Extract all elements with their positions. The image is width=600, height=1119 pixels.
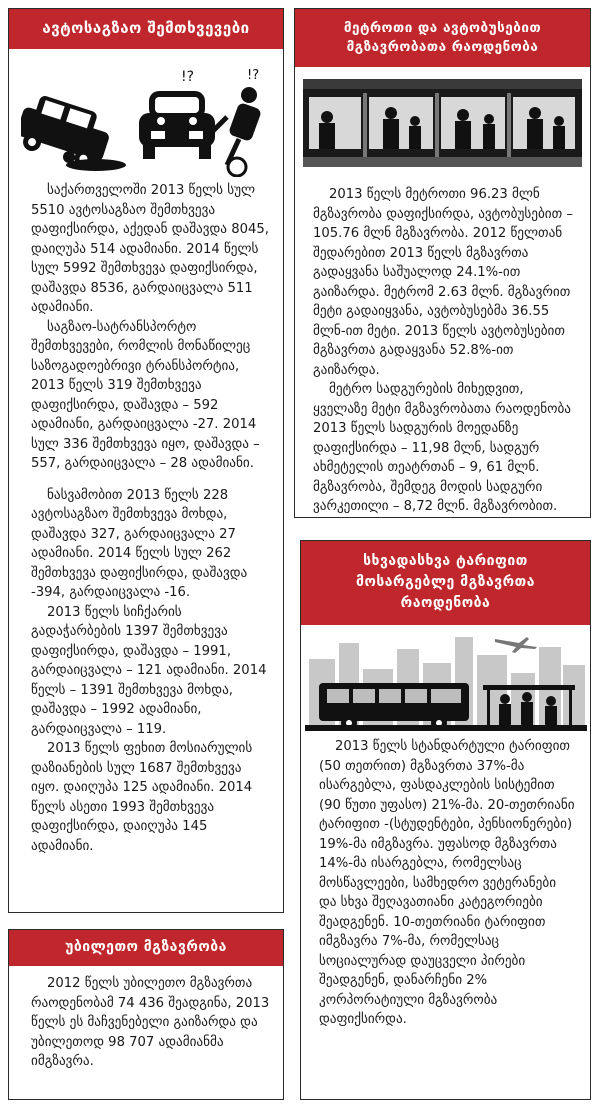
free-passengers-body <box>31 974 271 1072</box>
metro-bus-header <box>295 9 590 67</box>
tariffs-body <box>319 737 575 1030</box>
tariffs-header <box>301 541 590 625</box>
accidents-paragraph: საქართველოში 2013 წელს სულ 5510 ავტოსაგზაო შემთხვევა დაფიქსირდა, აქედან დაშავდა 8045, დაიღუპა 514 ადამიანი. 2014 წელს სულ 5992 შემთხვევა დაფიქსირდა, დაშავდა 8536, გარდაიცვალა 511 ადამიანი. <box>31 183 269 315</box>
metro-bus-panel <box>294 8 591 518</box>
accidents-header <box>9 9 283 49</box>
free-passengers-paragraph: 2012 წელს უბილეთო მგზავრთა რაოდენობამ 74 436 შეადგინა, 2013 წელს ეს მაჩვენებელი გაიზარდა და უბილეთოდ 98 707 ადამიანმა იმგზავრა. <box>31 976 270 1069</box>
svg-text:!?: !? <box>181 69 195 85</box>
accidents-paragraph: 2013 წელს ფეხით მოსიარულის დაზიანების სულ 1687 შემთხვევა იყო. დაიღუპა 125 ადამიანი. 2014 წელს ასეთი 1993 შემთხვევა დაფიქსირდა, დაიღუპა 145 ადამიანი. <box>31 741 253 854</box>
city-bus-illustration <box>305 629 587 735</box>
metro-bus-body <box>313 185 575 517</box>
free-passengers-panel <box>8 929 284 1100</box>
accidents-paragraph: 2013 წელს სიჩქარის გადაჭარბების 1397 შემთხვევა დაფიქსირდა, დაშავდა – 1991, გარდაიცვალა – 121 ადამიანი. 2014 წელს – 1391 შემთხვევა მოხდა, დაშავდა – 1992 ადამიანი, გარდაიცვალა – 119. <box>31 604 267 737</box>
metro-bus-title-line1: მეტროთი და ავტობუსებით <box>343 20 542 36</box>
svg-text:!?: !? <box>247 68 260 83</box>
free-passengers-header <box>9 930 283 966</box>
accidents-body <box>31 181 271 856</box>
tariffs-panel <box>300 540 591 1100</box>
tariffs-title-line1: სხვადასხვა ტარიფით <box>363 553 528 569</box>
metro-bus-title-line2: მგზავრობათა რაოდენობა <box>346 39 539 55</box>
tariffs-paragraph: 2013 წელს სტანდარტული ტარიფით (50 თეთრით) მგზავრთა 37%-მა ისარგებლა, ფასდაკლების სისტემით (90 წუთი უფასო) 21%-მა. 20-თეთრიანი ტარიფით -(სტუდენტები, პენსიონერები) 19%-მა იმგზავრა. უფასოდ მგზავრთა 14%-მა ისარგებლა, რომელსაც მოსწავლეები, სამხედრო ვეტერანები და სხვა შეღავათიანი კატეგორიები შეადგენენ. 10-თეთრიანი ტარიფით იმგზავრა 7%-მა, რომელსაც სოციალურად დაუცველი პირები შეადგენენ, დანარჩენი 2% კორპორატიული მგზავრობა დაფიქსირდა. <box>319 739 575 1027</box>
accidents-paragraph: ნასვამობით 2013 წელს 228 ავტოსაგზაო შემთხვევა მოხდა, დაშავდა 327, გარდაიცვალა 27 ადამიანი. 2014 წელს სულ 262 შემთხვევა დაფიქსირდა, დაშავდა -394, გარდაიცვალა -16. <box>31 487 248 600</box>
accidents-title: ავტოსაგზაო შემთხვევები <box>42 19 250 37</box>
metro-bus-paragraph: მეტრო სადგურების მიხედვით, ყველაზე მეტი მგზავრობათა რაოდენობა 2013 წელს სადგურის მოედანზე დაფიქსირდა – 11,98 მლნ, სადგურ ახმეტელის თეატრთან – 9, 61 მლნ. მგზავრობა, შემდეგ მოდის სადგური ვარკეთილი – 8,72 მლნ. მგზავრობით. <box>313 382 572 514</box>
metro-bus-paragraph: 2013 წელს მეტროთი 96.23 მლნ მგზავრობა დაფიქსირდა, ავტობუსებით – 105.76 მლნ მგზავრობა. 2012 წელთან შედარებით 2013 წელს მგზავრთა გადაყვანა საშუალოდ 24.1%-ით გაიზარდა. მეტრომ 2.63 მლნ. მგზავრით მეტი გადაიყვანა, ავტობუსებმა 36.55 მლნ-ით მეტი. 2013 წელს ავტობუსებით მგზავრთა გადაყვანა 52.8%-ით გაიზარდა. <box>313 187 573 378</box>
metro-train-illustration <box>303 73 582 173</box>
tariffs-title-line3: რაოდენობა <box>400 595 491 611</box>
accidents-panel <box>8 8 284 913</box>
tariffs-title-line2: მოსარგებლე მგზავრთა <box>355 574 536 590</box>
accidents-paragraph: საგზაო-სატრანსპორტო შემთხვევები, რომლის მონაწილეც საზოგადოებრივი ტრანსპორტია, 2013 წელს 319 შემთხვევა დაფიქსირდა, დაშავდა – 592 ადამიანი, გარდაიცვალა -27. 2014 სულ 336 შემთხვევა იყო, დაშავდა – 557, გარდაიცვალა – 28 ადამიანი. <box>31 319 260 471</box>
free-passengers-title: უბილეთო მგზავრობა <box>65 939 227 955</box>
car-crash-illustration <box>21 57 273 177</box>
